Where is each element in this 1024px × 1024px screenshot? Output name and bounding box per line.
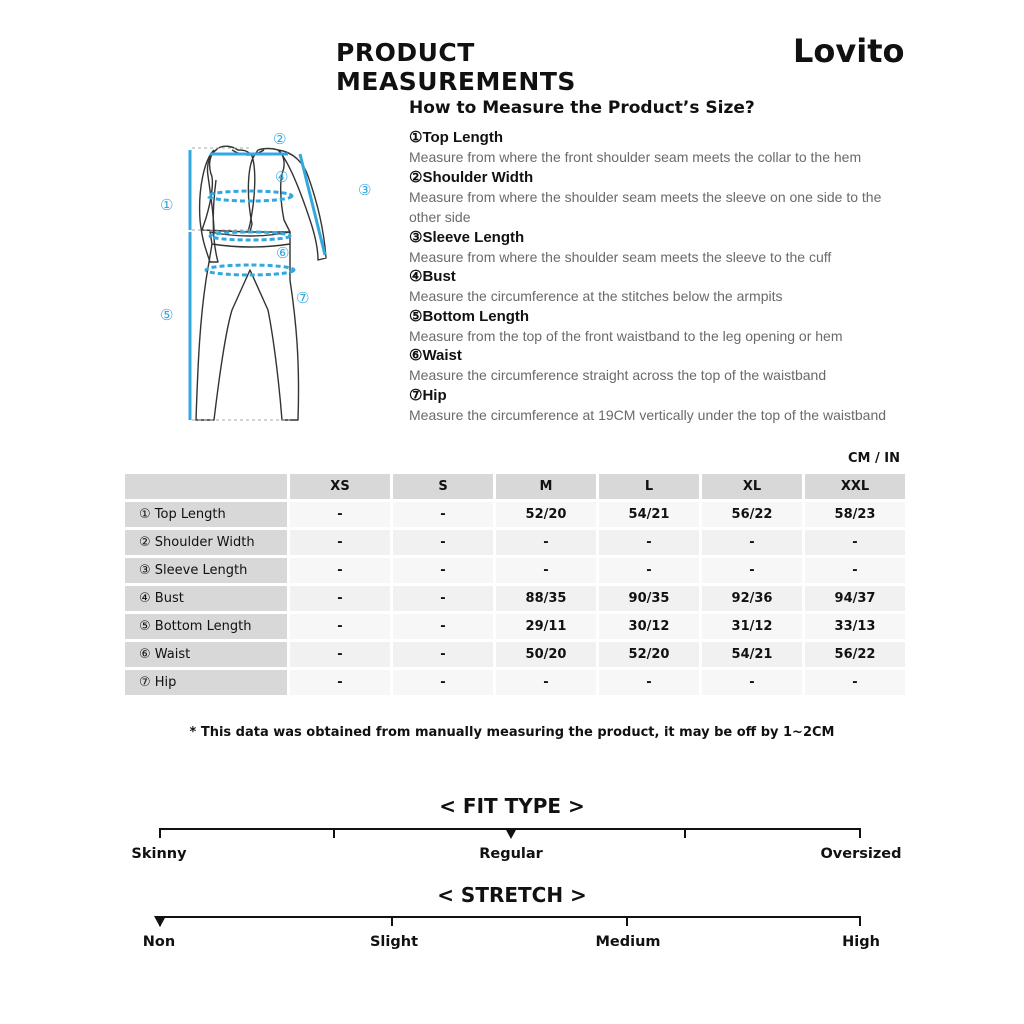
table-row: [125, 614, 905, 639]
fit-type-title: < FIT TYPE >: [439, 794, 585, 818]
table-cell: -: [393, 642, 493, 667]
guide-item-hip: [409, 386, 899, 426]
units-label: CM / IN: [848, 451, 900, 466]
size-header-row: [125, 474, 905, 499]
table-row: [125, 558, 905, 583]
guide-item-desc: Measure from where the shoulder seam meets the sleeve on one side to the other side: [409, 188, 882, 225]
guide-item-name: ②Shoulder Width: [409, 168, 534, 186]
brand-logo: Lovito: [793, 32, 905, 70]
table-cell: 88/35: [496, 586, 596, 611]
guide-item-name: ①Top Length: [409, 129, 503, 146]
table-cell: 52/20: [496, 502, 596, 527]
table-cell: 94/37: [805, 586, 905, 611]
row-label: ③ Sleeve Length: [125, 558, 287, 583]
measurement-markers: [160, 130, 371, 324]
size-header-xxl: XXL: [805, 474, 905, 499]
table-cell: -: [393, 558, 493, 583]
table-cell: 29/11: [496, 614, 596, 639]
table-cell: 56/22: [702, 502, 802, 527]
fit-label-skinny: Skinny: [131, 846, 187, 862]
table-cell: 52/20: [599, 642, 699, 667]
table-cell: 58/23: [805, 502, 905, 527]
guide-item-desc: Measure from where the shoulder seam meets the sleeve to the cuff: [409, 248, 832, 265]
marker-1: ①: [160, 196, 174, 214]
measure-guide-heading: How to Measure the Product’s Size?: [409, 98, 755, 118]
guide-item-bottom-length: [409, 307, 899, 347]
table-row: [125, 670, 905, 695]
page-title: PRODUCT MEASUREMENTS: [336, 38, 576, 96]
table-row: [125, 586, 905, 611]
marker-2: ②: [273, 130, 287, 148]
guide-item-top-length: [409, 128, 899, 168]
table-cell: 54/21: [702, 642, 802, 667]
guide-item-name: ⑦Hip: [409, 386, 447, 404]
stretch-label-medium: Medium: [595, 934, 661, 950]
scale-tick: [333, 828, 335, 838]
marker-4: ④: [275, 168, 289, 186]
row-label: ② Shoulder Width: [125, 530, 287, 555]
table-cell: -: [393, 670, 493, 695]
guide-item-name: ⑥Waist: [409, 347, 462, 364]
guide-item-desc: Measure the circumference straight across the top of the waistband: [409, 367, 827, 383]
marker-7: ⑦: [296, 289, 310, 307]
scale-line: [159, 916, 861, 918]
stretch-label-slight: Slight: [369, 934, 419, 950]
table-cell: -: [805, 558, 905, 583]
guide-item-bust: [409, 267, 899, 307]
scale-tick: [159, 828, 161, 838]
table-cell: 30/12: [599, 614, 699, 639]
size-header-s: S: [393, 474, 493, 499]
table-cell: 31/12: [702, 614, 802, 639]
table-row: [125, 502, 905, 527]
table-cell: -: [496, 530, 596, 555]
table-cell: -: [290, 642, 390, 667]
measurement-note: * This data was obtained from manually measuring the product, it may be off by 1~2CM: [189, 725, 835, 740]
scale-tick: [391, 916, 393, 926]
size-chart-table: [122, 471, 908, 698]
table-cell: -: [290, 502, 390, 527]
table-cell: -: [599, 558, 699, 583]
row-label: ⑦ Hip: [125, 670, 287, 695]
guide-item-sleeve-length: [409, 228, 899, 268]
table-cell: -: [290, 614, 390, 639]
table-cell: -: [702, 670, 802, 695]
table-cell: -: [805, 530, 905, 555]
fit-type-scale: [159, 828, 861, 840]
table-corner-cell: [125, 474, 287, 499]
guide-item-waist: [409, 346, 899, 386]
fit-label-regular: Regular: [479, 846, 543, 862]
table-cell: 50/20: [496, 642, 596, 667]
guide-item-name: ④Bust: [409, 268, 456, 285]
fit-label-oversized: Oversized: [820, 846, 902, 862]
marker-3: ③: [358, 181, 372, 199]
table-cell: -: [393, 586, 493, 611]
table-cell: -: [290, 586, 390, 611]
table-cell: -: [496, 670, 596, 695]
table-cell: 33/13: [805, 614, 905, 639]
table-cell: 90/35: [599, 586, 699, 611]
table-cell: -: [702, 558, 802, 583]
row-label: ⑤ Bottom Length: [125, 614, 287, 639]
stretch-title: < STRETCH >: [437, 883, 587, 907]
size-header-m: M: [496, 474, 596, 499]
guide-dashes: [192, 148, 290, 420]
table-cell: -: [599, 530, 699, 555]
table-cell: -: [599, 670, 699, 695]
table-cell: -: [496, 558, 596, 583]
measure-guide-list: [409, 128, 899, 425]
row-label: ④ Bust: [125, 586, 287, 611]
guide-item-name: ⑤Bottom Length: [409, 307, 530, 325]
guide-item-desc: Measure from where the front shoulder seam meets the collar to the hem: [409, 149, 862, 165]
table-cell: -: [702, 530, 802, 555]
table-cell: 56/22: [805, 642, 905, 667]
guide-item-desc: Measure the circumference at the stitches below the armpits: [409, 288, 783, 304]
stretch-label-non: Non: [142, 934, 176, 950]
garment-diagram: [150, 120, 390, 450]
guide-item-name: ③Sleeve Length: [409, 228, 525, 246]
stretch-pointer-icon: [154, 916, 166, 927]
guide-item-desc: Measure from the top of the front waistband to the leg opening or hem: [409, 327, 843, 344]
size-header-xl: XL: [702, 474, 802, 499]
guide-item-desc: Measure the circumference at 19CM vertically under the top of the waistband: [409, 406, 887, 423]
size-header-xs: XS: [290, 474, 390, 499]
table-row: [125, 642, 905, 667]
row-label: ① Top Length: [125, 502, 287, 527]
marker-5: ⑤: [160, 306, 174, 324]
table-cell: -: [393, 502, 493, 527]
scale-tick: [859, 916, 861, 926]
table-cell: 92/36: [702, 586, 802, 611]
fit-type-pointer-icon: [505, 828, 517, 839]
scale-tick: [684, 828, 686, 838]
table-cell: -: [393, 614, 493, 639]
row-label: ⑥ Waist: [125, 642, 287, 667]
table-cell: -: [393, 530, 493, 555]
guide-item-shoulder-width: [409, 168, 899, 228]
stretch-label-high: High: [842, 934, 880, 950]
scale-tick: [626, 916, 628, 926]
scale-tick: [859, 828, 861, 838]
table-cell: -: [290, 558, 390, 583]
size-header-l: L: [599, 474, 699, 499]
table-cell: -: [290, 530, 390, 555]
marker-6: ⑥: [276, 244, 290, 262]
table-cell: 54/21: [599, 502, 699, 527]
stretch-scale: [159, 916, 861, 928]
table-cell: -: [805, 670, 905, 695]
garment-outline: [196, 146, 326, 420]
table-row: [125, 530, 905, 555]
table-cell: -: [290, 670, 390, 695]
